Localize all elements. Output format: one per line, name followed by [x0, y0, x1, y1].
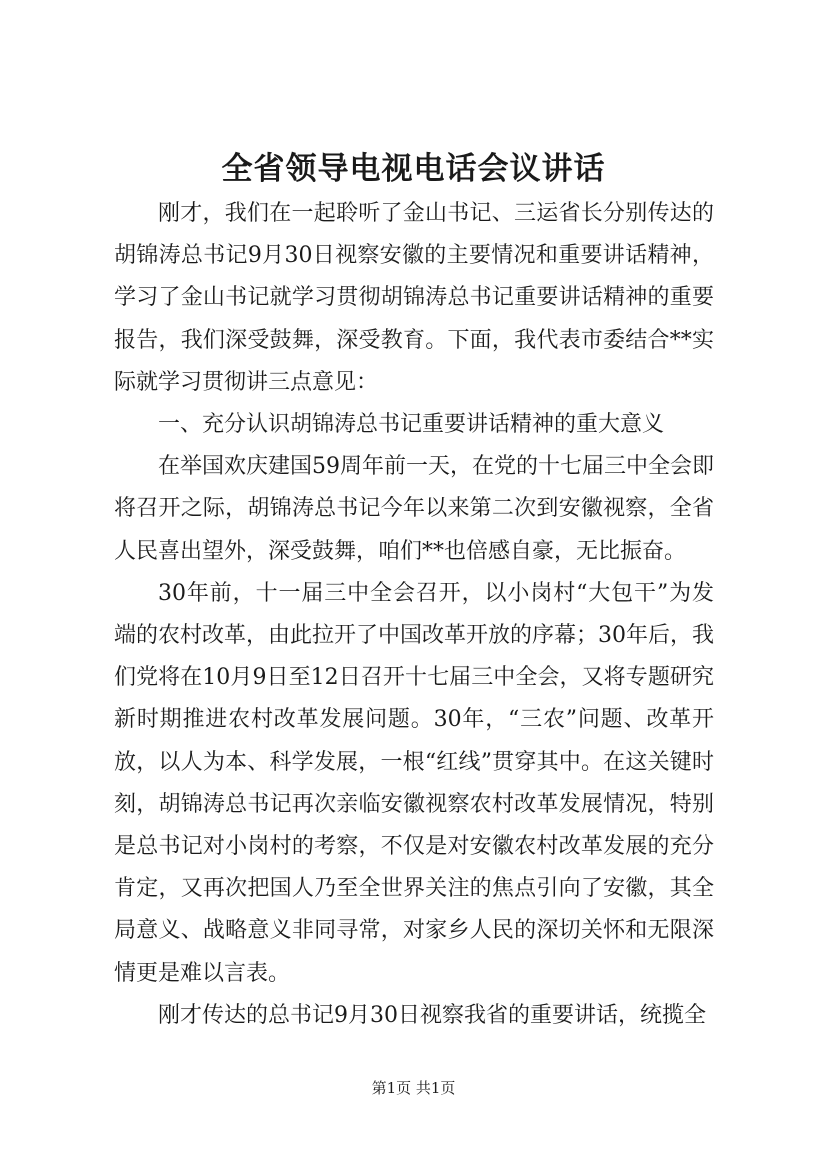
paragraph: 在举国欢庆建国59周年前一天，在党的十七届三中全会即将召开之际，胡锦涛总书记今年以来第二次到安徽视察，全省人民喜出望外，深受鼓舞，咱们**也倍感自豪，无比振奋。: [114, 454, 714, 564]
document-body: [114, 193, 714, 1037]
paragraph: 刚才传达的总书记9月30日视察我省的重要讲话，统揽全: [158, 1002, 706, 1028]
section-heading: 一、充分认识胡锦涛总书记重要讲话精神的重大意义: [158, 412, 665, 438]
page-footer: 第1页 共1页: [371, 1079, 456, 1097]
paragraph: 刚才，我们在一起聆听了金山书记、三运省长分别传达的胡锦涛总书记9月30日视察安徽的主要情况和重要讲话精神，学习了金山书记就学习贯彻胡锦涛总书记重要讲话精神的重要报告，我们深受鼓舞，深受教育。下面，我代表市委结合**实际就学习贯彻讲三点意见：: [114, 201, 714, 395]
page-title: 全省领导电视电话会议讲话: [221, 151, 606, 187]
paragraph: 30年前，十一届三中全会召开，以小岗村“大包干”为发端的农村改革，由此拉开了中国改革开放的序幕；30年后，我们党将在10月9日至12日召开十七届三中全会，又将专题研究新时期推进农村改革发展问题。30年，“三农”问题、改革开放，以人为本、科学发展，一根“红线”贯穿其中。在这关键时刻，胡锦涛总书记再次亲临安徽视察农村改革发展情况，特别是总书记对小岗村的考察，不仅是对安徽农村改革发展的充分肯定，又再次把国人乃至全世界关注的焦点引向了安徽，其全局意义、战略意义非同寻常，对家乡人民的深切关怀和无限深情更是难以言表。: [114, 580, 714, 986]
